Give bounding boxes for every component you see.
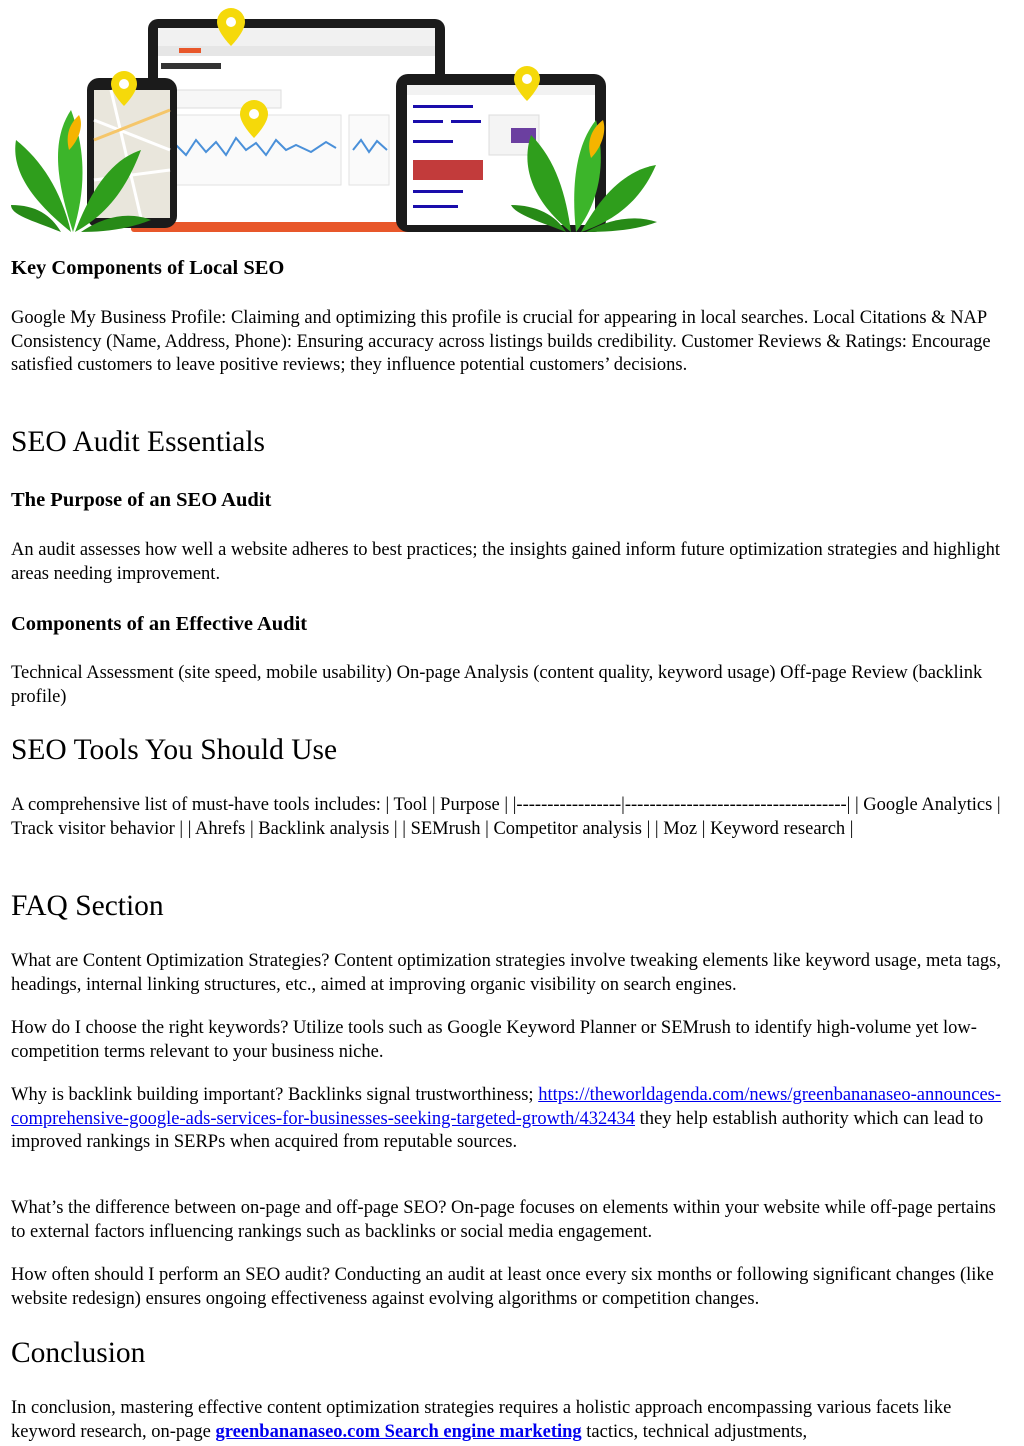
- faq-item-1: What are Content Optimization Strategies? Content optimization strategies involve tweaking elements like keyword usage, meta tags, headings, internal linking structures, etc., aimed at improving organic visibility on search engines.: [11, 951, 1001, 995]
- sem-link[interactable]: greenbananaseo.com Search engine marketing: [215, 1421, 582, 1442]
- hero-illustration: [11, 0, 657, 232]
- heading-seo-audit: SEO Audit Essentials: [11, 426, 266, 458]
- paragraph-seo-tools: A comprehensive list of must-have tools includes: | Tool | Purpose | |-----------------|------------------------------------| | Google Analytics | Track visitor behavior | | Ahrefs | Backlink analysis | | SEMrush | Competitor analysis | | Moz | Keyword research |: [11, 795, 1001, 839]
- conclusion-text-end: tactics, technical adjustments,: [581, 1421, 808, 1442]
- heading-conclusion: Conclusion: [11, 1337, 146, 1369]
- faq-backlink-url-link[interactable]: https://theworldagenda.com/news/greenbananaseo-announces-comprehensive-google-ads-services-for-businesses-seeking-targeted-growth/432434: [11, 1085, 1002, 1129]
- paragraph-local-seo: Google My Business Profile: Claiming and optimizing this profile is crucial for appearing in local searches. Local Citations & NAP Consistency (Name, Address, Phone): Ensuring accuracy across listings builds credibility. Customer Reviews & Ratings: Encourage satisfied customers to leave positive reviews; they influence potential customers’ decisions.: [11, 308, 991, 375]
- faq-item-3: [11, 1084, 1014, 1155]
- heading-audit-components: Components of an Effective Audit: [11, 613, 308, 635]
- paragraph-audit-components: Technical Assessment (site speed, mobile usability) On-page Analysis (content quality, keyword usage) Off-page Review (backlink profile): [11, 663, 983, 707]
- faq-item-3-text-end: they help establish authority which can lead to improved rankings in SERPs when acquired from reputable sources.: [11, 1108, 984, 1152]
- faq-item-2: How do I choose the right keywords? Utilize tools such as Google Keyword Planner or SEMrush to identify high-volume yet low-competition terms relevant to your business niche.: [11, 1018, 977, 1062]
- paragraph-conclusion: [11, 1397, 1014, 1444]
- faq-item-5: How often should I perform an SEO audit? Conducting an audit at least once every six months or following significant changes (like website redesign) ensures ongoing effectiveness against evolving algorithms or competition changes.: [11, 1265, 994, 1309]
- heading-seo-tools: SEO Tools You Should Use: [11, 734, 338, 766]
- heading-faq: FAQ Section: [11, 890, 164, 922]
- faq-item-3-text-start: Why is backlink building important? Backlinks signal trustworthiness;: [11, 1085, 539, 1105]
- heading-audit-purpose: The Purpose of an SEO Audit: [11, 489, 272, 511]
- faq-item-4: What’s the difference between on-page and off-page SEO? On-page focuses on elements within your website while off-page pertains to external factors influencing rankings such as backlinks or social media engagement.: [11, 1198, 996, 1242]
- heading-local-seo: Key Components of Local SEO: [11, 257, 285, 279]
- paragraph-audit-purpose: An audit assesses how well a website adheres to best practices; the insights gained inform future optimization strategies and highlight areas needing improvement.: [11, 540, 1001, 584]
- conclusion-text-start: In conclusion, mastering effective content optimization strategies requires a holistic approach encompassing various facets like keyword research, on-page: [11, 1398, 952, 1442]
